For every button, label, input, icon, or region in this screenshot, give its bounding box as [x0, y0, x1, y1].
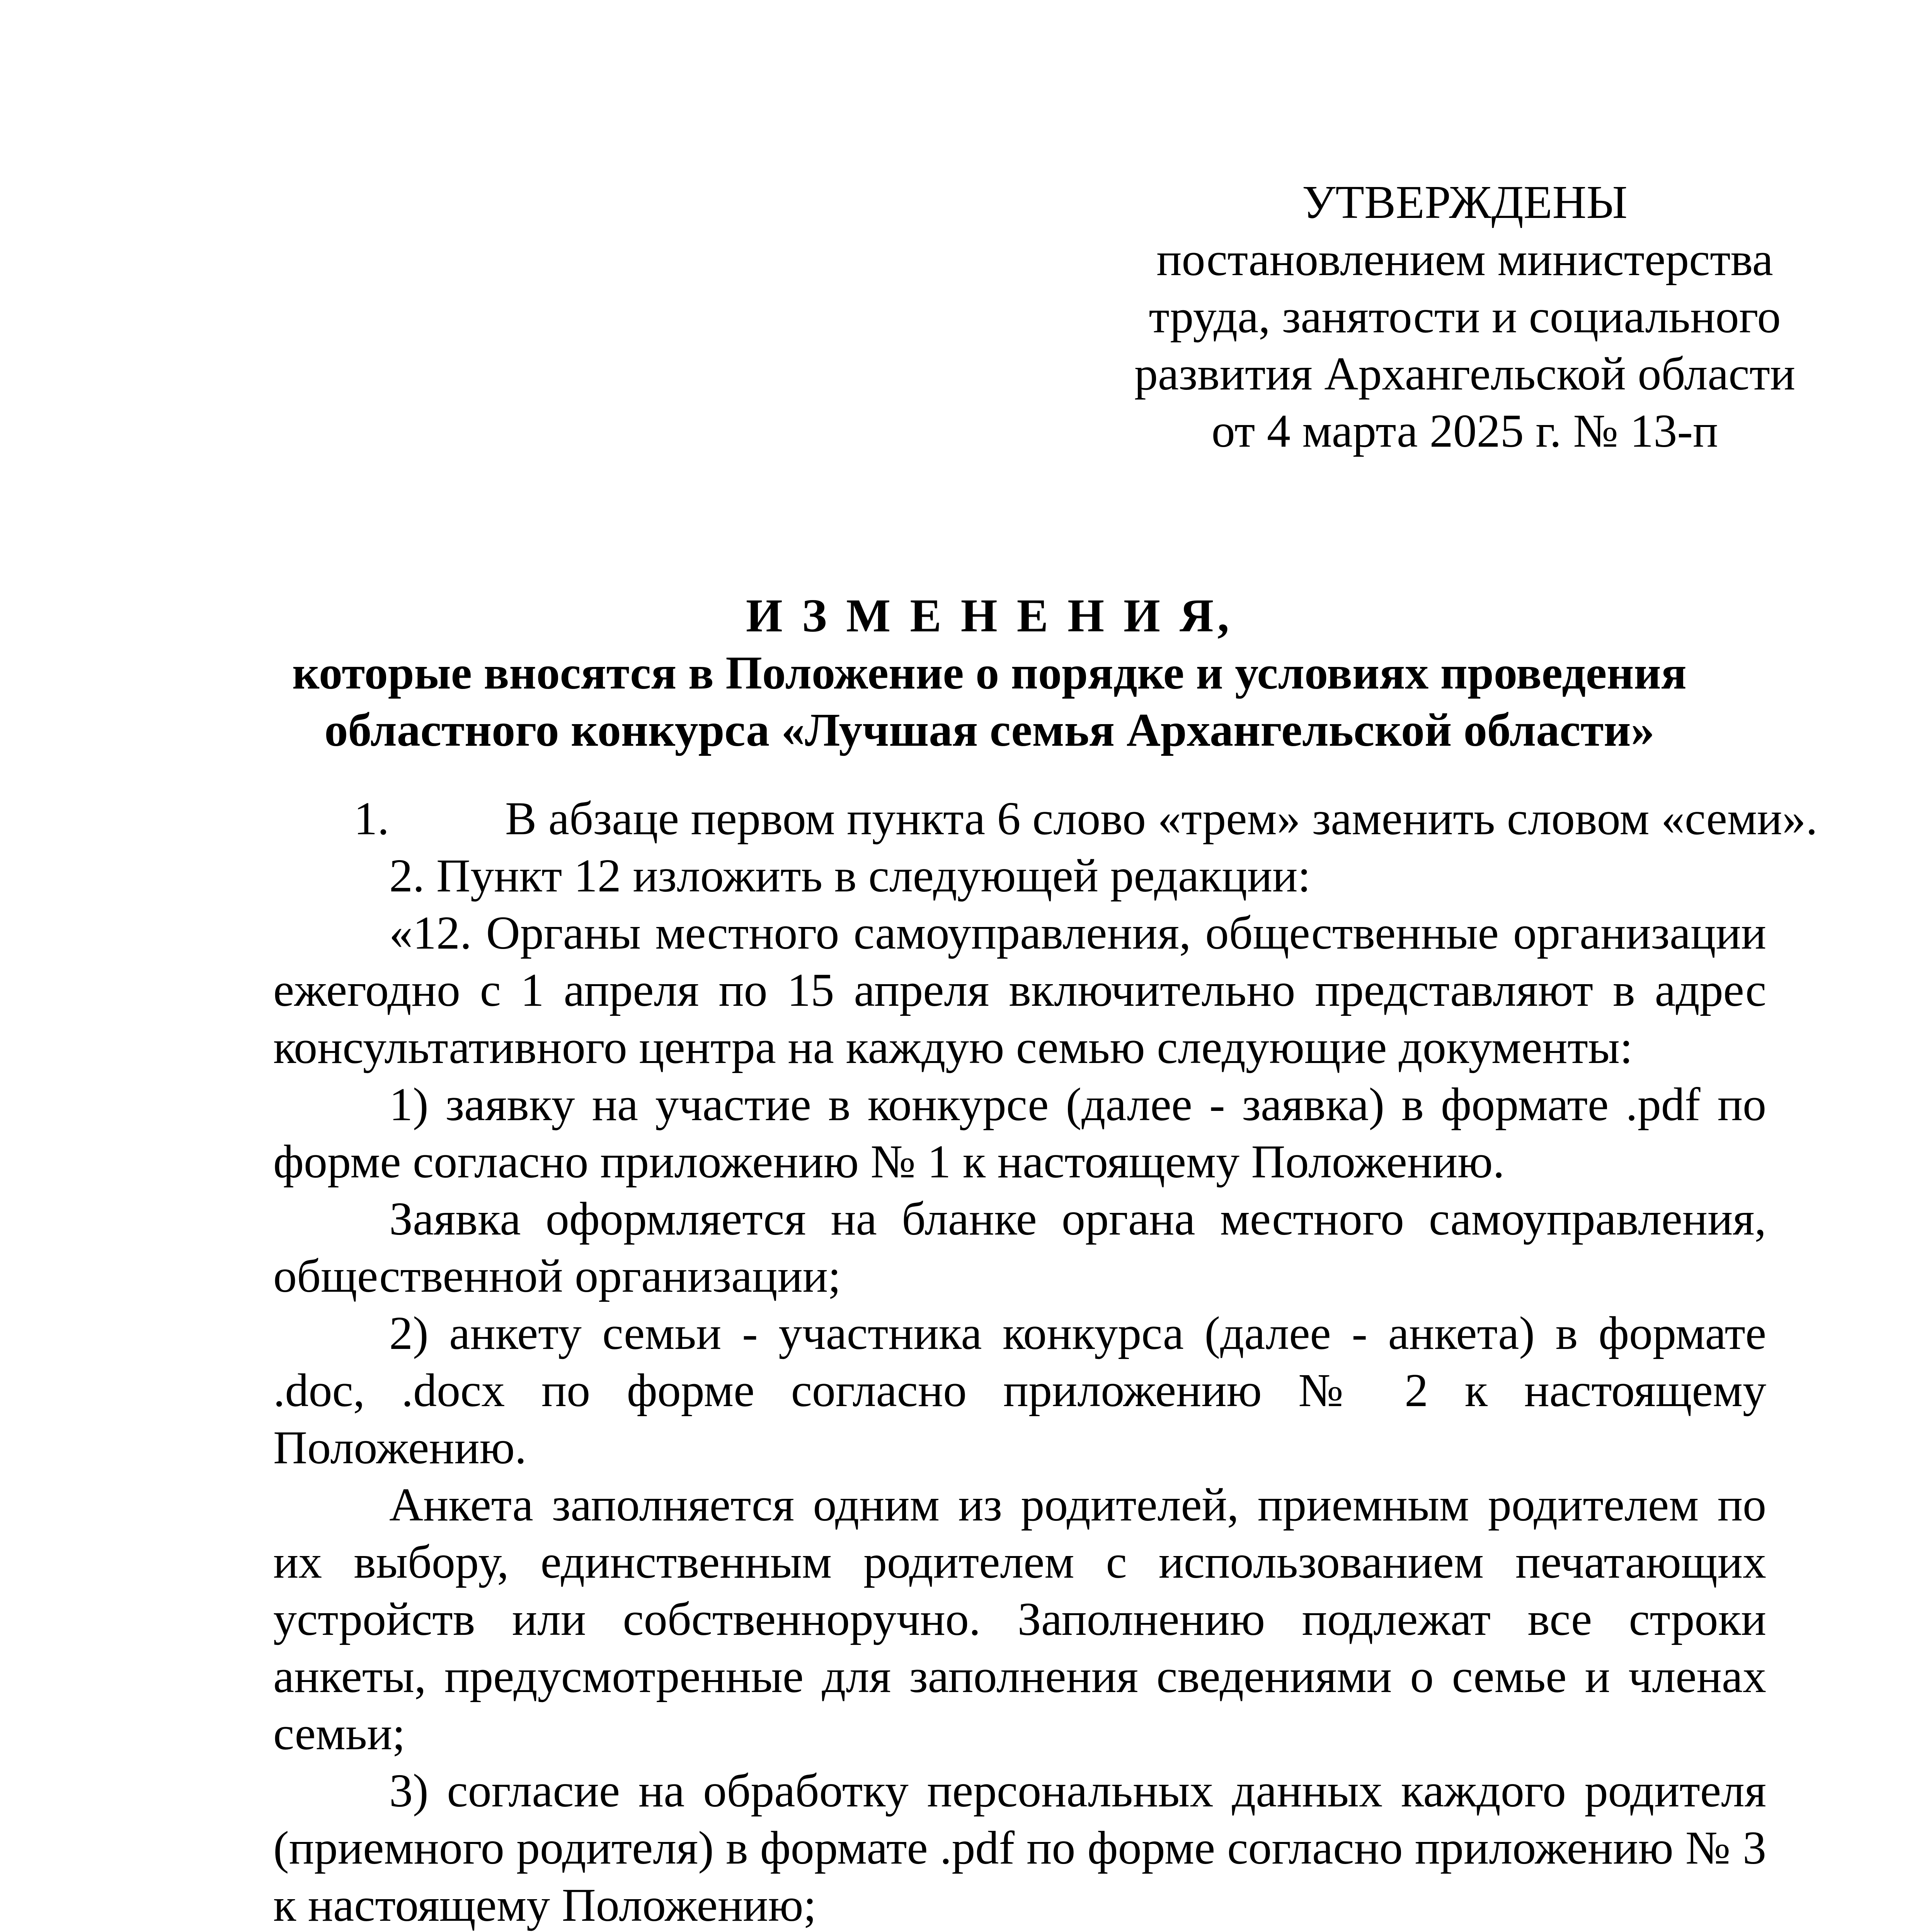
paragraph-item-2: 2. Пункт 12 изложить в следующей редакции: [389, 850, 1311, 902]
subitem-2-note: Анкета заполняется одним из родителей, приемным родителем по их выбору, единственным родителем с использованием печатающих устройств или собственноручно. Заполнению подлежат все строки анкеты, предусмотренные для заполнения сведениями о семье и членах семьи; [273, 1479, 1766, 1760]
document-title [271, 587, 1708, 759]
item-text: В абзаце первом пункта 6 слово «трем» заменить словом «семи». [505, 793, 1818, 845]
subitem-3: 3) согласие на обработку персональных данных каждого родителя (приемного родителя) в формате .pdf по форме согласно приложению № 3 к настоящему Положению; [273, 1765, 1766, 1931]
subitem-2: 2) анкету семьи - участника конкурса (далее - анкета) в формате .doc, .docx по форме согласно приложению № 2 к настоящему Положению. [273, 1307, 1766, 1474]
item-number: 1. [354, 793, 389, 845]
approval-date: от 4 марта 2025 г. № 13-п [1211, 405, 1718, 457]
title-heading: И З М Е Н Е Н И Я, [746, 590, 1233, 642]
subitem-1: 1) заявку на участие в конкурсе (далее - заявка) в формате .pdf по форме согласно приложению № 1 к настоящему Положению. [273, 1078, 1766, 1188]
paragraph-12: «12. Органы местного самоуправления, общественные организации ежегодно с 1 апреля по 15 апреля включительно представляют в адрес консультативного центра на каждую семью следующие документы: [273, 907, 1766, 1073]
approval-line: развития Архангельской области [1134, 348, 1796, 400]
title-subtitle: которые вносятся в Положение о порядке и условиях проведения [292, 647, 1687, 699]
approval-line: постановлением министерства [1156, 233, 1773, 286]
subitem-1-note: Заявка оформляется на бланке органа местного самоуправления, общественной организации; [273, 1193, 1766, 1302]
approval-stamp [1105, 174, 1824, 460]
approval-title: УТВЕРЖДЕНЫ [1302, 176, 1628, 228]
title-subtitle: областного конкурса «Лучшая семья Архангельской области» [324, 704, 1655, 756]
approval-line: труда, занятости и социального [1149, 291, 1781, 343]
document-body [273, 790, 1818, 1932]
paragraph-item-1 [273, 790, 1818, 847]
